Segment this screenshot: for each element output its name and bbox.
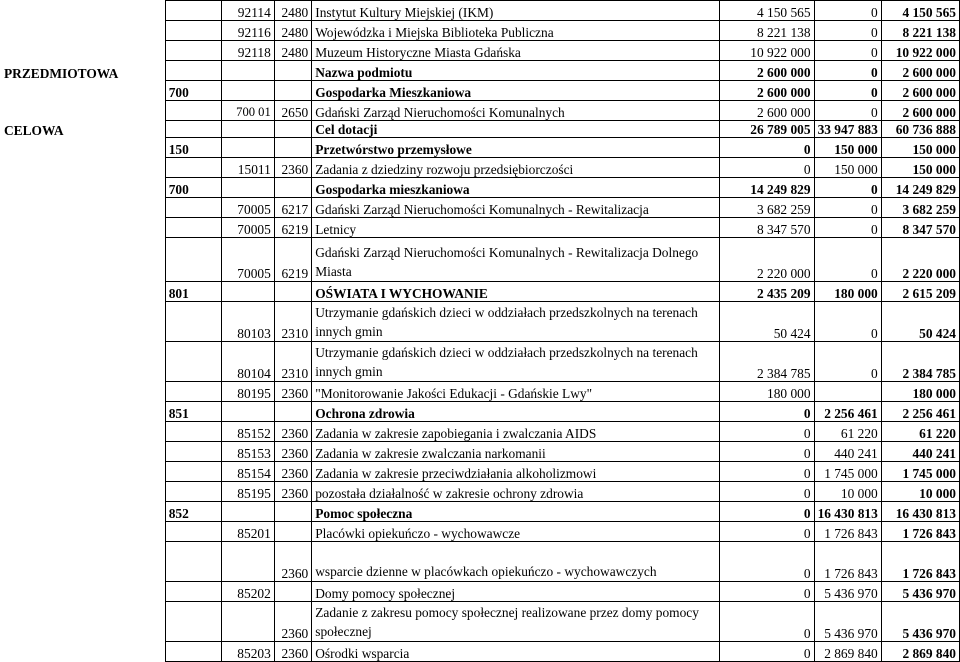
total-cell: 1 745 000 [881, 462, 959, 482]
value-1-cell: 0 [719, 402, 814, 422]
value-2-cell: 1 726 843 [814, 542, 881, 582]
value-1-cell: 2 600 000 [719, 61, 814, 81]
paragraf-cell [274, 178, 311, 198]
value-1-cell: 0 [719, 522, 814, 542]
section-cell [0, 101, 165, 121]
name-cell: Gospodarka mieszkaniowa [312, 178, 720, 198]
value-2-cell: 0 [814, 302, 881, 342]
section-cell [0, 582, 165, 602]
name-cell: Cel dotacji [312, 121, 720, 138]
value-1-cell: 4 150 565 [719, 1, 814, 21]
dzial-cell [165, 342, 221, 382]
dzial-cell [165, 101, 221, 121]
rozdzial-cell [221, 81, 274, 101]
total-cell: 5 436 970 [881, 582, 959, 602]
value-1-cell: 14 249 829 [719, 178, 814, 198]
value-2-cell: 0 [814, 41, 881, 61]
value-1-cell: 2 435 209 [719, 282, 814, 302]
rozdzial-cell: 80104 [221, 342, 274, 382]
paragraf-cell: 6219 [274, 238, 311, 282]
value-1-cell: 0 [719, 138, 814, 158]
value-2-cell: 0 [814, 218, 881, 238]
section-cell [0, 81, 165, 101]
paragraf-cell: 2480 [274, 41, 311, 61]
value-2-cell [814, 382, 881, 402]
rozdzial-cell: 70005 [221, 218, 274, 238]
paragraf-cell: 2360 [274, 382, 311, 402]
paragraf-cell: 2650 [274, 101, 311, 121]
paragraf-cell: 2360 [274, 442, 311, 462]
total-cell: 2 600 000 [881, 61, 959, 81]
total-cell: 1 726 843 [881, 522, 959, 542]
name-cell: Zadania z dziedziny rozwoju przedsiębiorczości [312, 158, 720, 178]
table-row [0, 138, 960, 158]
budget-table-body [0, 1, 960, 662]
total-cell: 14 249 829 [881, 178, 959, 198]
paragraf-cell: 2360 [274, 602, 311, 642]
value-1-cell: 0 [719, 482, 814, 502]
rozdzial-cell: 85195 [221, 482, 274, 502]
value-1-cell: 26 789 005 [719, 121, 814, 138]
value-2-cell: 0 [814, 81, 881, 101]
paragraf-cell: 2360 [274, 642, 311, 662]
table-row [0, 382, 960, 402]
name-cell: Instytut Kultury Miejskiej (IKM) [312, 1, 720, 21]
value-1-cell: 0 [719, 442, 814, 462]
name-cell: pozostała działalność w zakresie ochrony zdrowia [312, 482, 720, 502]
section-cell [0, 382, 165, 402]
value-2-cell: 0 [814, 21, 881, 41]
total-cell: 50 424 [881, 302, 959, 342]
value-1-cell: 0 [719, 642, 814, 662]
value-2-cell: 0 [814, 198, 881, 218]
rozdzial-cell [221, 178, 274, 198]
section-cell [0, 602, 165, 642]
name-cell: Zadania w zakresie zapobiegania i zwalczania AIDS [312, 422, 720, 442]
rozdzial-cell: 85201 [221, 522, 274, 542]
dzial-cell [165, 238, 221, 282]
paragraf-cell [274, 282, 311, 302]
value-1-cell: 8 347 570 [719, 218, 814, 238]
dzial-cell [165, 121, 221, 138]
total-cell: 2 384 785 [881, 342, 959, 382]
name-cell: Ochrona zdrowia [312, 402, 720, 422]
section-cell [0, 462, 165, 482]
dzial-cell: 801 [165, 282, 221, 302]
paragraf-cell: 2480 [274, 1, 311, 21]
name-cell: wsparcie dzienne w placówkach opiekuńczo - wychowawczych [312, 542, 720, 582]
total-cell: 2 600 000 [881, 101, 959, 121]
rozdzial-cell: 70005 [221, 238, 274, 282]
value-2-cell: 150 000 [814, 158, 881, 178]
value-2-cell: 2 869 840 [814, 642, 881, 662]
paragraf-cell [274, 582, 311, 602]
section-cell: PRZEDMIOTOWA [4, 65, 119, 81]
total-cell: 61 220 [881, 422, 959, 442]
table-row [0, 462, 960, 482]
paragraf-cell: 2360 [274, 422, 311, 442]
dzial-cell [165, 602, 221, 642]
table-row [0, 582, 960, 602]
table-row [0, 422, 960, 442]
name-cell: Pomoc społeczna [312, 502, 720, 522]
dzial-cell [165, 582, 221, 602]
value-1-cell: 3 682 259 [719, 198, 814, 218]
section-cell [0, 238, 165, 282]
paragraf-cell [274, 81, 311, 101]
value-2-cell: 1 726 843 [814, 522, 881, 542]
value-2-cell: 10 000 [814, 482, 881, 502]
rozdzial-cell: 85202 [221, 582, 274, 602]
total-cell: 150 000 [881, 158, 959, 178]
dzial-cell [165, 422, 221, 442]
total-cell: 10 922 000 [881, 41, 959, 61]
section-cell [0, 21, 165, 41]
paragraf-cell [274, 61, 311, 81]
table-row [0, 1, 960, 21]
name-cell: Gdański Zarząd Nieruchomości Komunalnych - Rewitalizacja Dolnego Miasta [312, 238, 720, 282]
value-1-cell: 0 [719, 502, 814, 522]
total-cell: 1 726 843 [881, 542, 959, 582]
dzial-cell [165, 542, 221, 582]
value-2-cell: 0 [814, 238, 881, 282]
value-2-cell: 1 745 000 [814, 462, 881, 482]
section-cell [0, 482, 165, 502]
total-cell: 440 241 [881, 442, 959, 462]
paragraf-cell [274, 402, 311, 422]
value-2-cell: 0 [814, 1, 881, 21]
value-2-cell: 16 430 813 [814, 502, 881, 522]
value-2-cell: 180 000 [814, 282, 881, 302]
dzial-cell [165, 1, 221, 21]
paragraf-cell [274, 121, 311, 138]
section-cell [0, 282, 165, 302]
dzial-cell [165, 302, 221, 342]
table-row [0, 442, 960, 462]
paragraf-cell: 2360 [274, 542, 311, 582]
table-row [0, 81, 960, 101]
value-2-cell: 61 220 [814, 422, 881, 442]
value-2-cell: 5 436 970 [814, 582, 881, 602]
table-row [0, 21, 960, 41]
dzial-cell [165, 158, 221, 178]
table-row [0, 41, 960, 61]
rozdzial-cell [221, 121, 274, 138]
table-row [0, 602, 960, 642]
value-1-cell: 0 [719, 462, 814, 482]
total-cell: 2 256 461 [881, 402, 959, 422]
name-cell: Domy pomocy społecznej [312, 582, 720, 602]
rozdzial-cell: 80103 [221, 302, 274, 342]
rozdzial-cell: 85153 [221, 442, 274, 462]
dzial-cell [165, 198, 221, 218]
rozdzial-cell: 15011 [221, 158, 274, 178]
section-cell [0, 218, 165, 238]
paragraf-cell [274, 502, 311, 522]
name-cell: Nazwa podmiotu [312, 61, 720, 81]
table-row [0, 302, 960, 342]
value-1-cell: 2 384 785 [719, 342, 814, 382]
total-cell: 2 615 209 [881, 282, 959, 302]
total-cell: 2 220 000 [881, 238, 959, 282]
paragraf-cell: 6217 [274, 198, 311, 218]
value-1-cell: 180 000 [719, 382, 814, 402]
rozdzial-cell [221, 282, 274, 302]
rozdzial-cell [221, 138, 274, 158]
rozdzial-cell [221, 502, 274, 522]
table-row [0, 642, 960, 662]
section-cell [0, 138, 165, 158]
section-cell [0, 178, 165, 198]
table-row [0, 542, 960, 582]
value-2-cell: 440 241 [814, 442, 881, 462]
paragraf-cell: 2480 [274, 21, 311, 41]
dzial-cell [165, 382, 221, 402]
table-row [0, 522, 960, 542]
value-1-cell: 0 [719, 422, 814, 442]
name-cell: Zadania w zakresie zwalczania narkomanii [312, 442, 720, 462]
dzial-cell [165, 21, 221, 41]
rozdzial-cell: 92118 [221, 41, 274, 61]
section-cell [0, 302, 165, 342]
total-cell: 60 736 888 [881, 121, 959, 138]
rozdzial-cell [221, 402, 274, 422]
table-row [0, 238, 960, 282]
section-cell [0, 642, 165, 662]
paragraf-cell [274, 522, 311, 542]
value-1-cell: 0 [719, 542, 814, 582]
value-2-cell: 0 [814, 101, 881, 121]
value-2-cell: 0 [814, 342, 881, 382]
total-cell: 2 869 840 [881, 642, 959, 662]
value-2-cell: 2 256 461 [814, 402, 881, 422]
section-cell [0, 502, 165, 522]
name-cell: Zadania w zakresie przeciwdziałania alkoholizmowi [312, 462, 720, 482]
total-cell: 150 000 [881, 138, 959, 158]
section-cell [0, 158, 165, 178]
table-row [0, 342, 960, 382]
rozdzial-cell: 700 01 [221, 101, 274, 121]
dzial-cell [165, 218, 221, 238]
value-2-cell: 5 436 970 [814, 602, 881, 642]
table-row [0, 218, 960, 238]
rozdzial-cell: 80195 [221, 382, 274, 402]
value-1-cell: 8 221 138 [719, 21, 814, 41]
name-cell: Wojewódzka i Miejska Biblioteka Publiczna [312, 21, 720, 41]
dzial-cell [165, 41, 221, 61]
value-1-cell: 0 [719, 582, 814, 602]
total-cell: 16 430 813 [881, 502, 959, 522]
value-1-cell: 50 424 [719, 302, 814, 342]
value-2-cell: 150 000 [814, 138, 881, 158]
table-row [0, 178, 960, 198]
dzial-cell [165, 642, 221, 662]
value-1-cell: 0 [719, 158, 814, 178]
total-cell: 10 000 [881, 482, 959, 502]
name-cell: Utrzymanie gdańskich dzieci w oddziałach przedszkolnych na terenach innych gmin [312, 302, 720, 342]
table-row [0, 101, 960, 121]
table-row [0, 158, 960, 178]
table-row [0, 198, 960, 218]
name-cell: Ośrodki wsparcia [312, 642, 720, 662]
table-row [0, 282, 960, 302]
dzial-cell [165, 442, 221, 462]
table-row [0, 121, 960, 138]
name-cell: Przetwórstwo przemysłowe [312, 138, 720, 158]
rozdzial-cell: 85152 [221, 422, 274, 442]
value-2-cell: 0 [814, 61, 881, 81]
table-row [0, 402, 960, 422]
rozdzial-cell [221, 602, 274, 642]
section-cell [0, 442, 165, 462]
dzial-cell [165, 462, 221, 482]
rozdzial-cell: 85203 [221, 642, 274, 662]
total-cell: 3 682 259 [881, 198, 959, 218]
rozdzial-cell [221, 61, 274, 81]
dzial-cell [165, 61, 221, 81]
total-cell: 8 221 138 [881, 21, 959, 41]
section-cell [0, 522, 165, 542]
name-cell: Letnicy [312, 218, 720, 238]
rozdzial-cell [221, 542, 274, 582]
dzial-cell [165, 522, 221, 542]
name-cell: Muzeum Historyczne Miasta Gdańska [312, 41, 720, 61]
rozdzial-cell: 92114 [221, 1, 274, 21]
name-cell: Utrzymanie gdańskich dzieci w oddziałach przedszkolnych na terenach innych gmin [312, 342, 720, 382]
paragraf-cell: 6219 [274, 218, 311, 238]
total-cell: 8 347 570 [881, 218, 959, 238]
section-cell [0, 542, 165, 582]
value-1-cell: 10 922 000 [719, 41, 814, 61]
section-cell [0, 1, 165, 21]
paragraf-cell: 2310 [274, 342, 311, 382]
section-cell [0, 422, 165, 442]
total-cell: 5 436 970 [881, 602, 959, 642]
name-cell: Gdański Zarząd Nieruchomości Komunalnych [312, 101, 720, 121]
paragraf-cell: 2360 [274, 158, 311, 178]
value-2-cell: 33 947 883 [814, 121, 881, 138]
dzial-cell: 150 [165, 138, 221, 158]
rozdzial-cell: 92116 [221, 21, 274, 41]
value-2-cell: 0 [814, 178, 881, 198]
value-1-cell: 0 [719, 602, 814, 642]
dzial-cell: 852 [165, 502, 221, 522]
section-cell [0, 198, 165, 218]
paragraf-cell [274, 138, 311, 158]
section-cell [0, 342, 165, 382]
total-cell: 2 600 000 [881, 81, 959, 101]
section-cell: CELOWA [4, 122, 64, 138]
paragraf-cell: 2360 [274, 462, 311, 482]
dzial-cell [165, 482, 221, 502]
rozdzial-cell: 85154 [221, 462, 274, 482]
total-cell: 180 000 [881, 382, 959, 402]
value-1-cell: 2 600 000 [719, 101, 814, 121]
name-cell: Placówki opiekuńczo - wychowawcze [312, 522, 720, 542]
name-cell: Zadanie z zakresu pomocy społecznej realizowane przez domy pomocy społecznej [312, 602, 720, 642]
paragraf-cell: 2360 [274, 482, 311, 502]
table-row [0, 502, 960, 522]
table-row [0, 61, 960, 81]
name-cell: OŚWIATA I WYCHOWANIE [312, 282, 720, 302]
dzial-cell: 851 [165, 402, 221, 422]
total-cell: 4 150 565 [881, 1, 959, 21]
name-cell: "Monitorowanie Jakości Edukacji - Gdańskie Lwy" [312, 382, 720, 402]
dzial-cell: 700 [165, 81, 221, 101]
paragraf-cell: 2310 [274, 302, 311, 342]
table-row [0, 482, 960, 502]
name-cell: Gospodarka Mieszkaniowa [312, 81, 720, 101]
section-cell [0, 41, 165, 61]
value-1-cell: 2 220 000 [719, 238, 814, 282]
section-cell [0, 402, 165, 422]
name-cell: Gdański Zarząd Nieruchomości Komunalnych - Rewitalizacja [312, 198, 720, 218]
rozdzial-cell: 70005 [221, 198, 274, 218]
value-1-cell: 2 600 000 [719, 81, 814, 101]
dzial-cell: 700 [165, 178, 221, 198]
